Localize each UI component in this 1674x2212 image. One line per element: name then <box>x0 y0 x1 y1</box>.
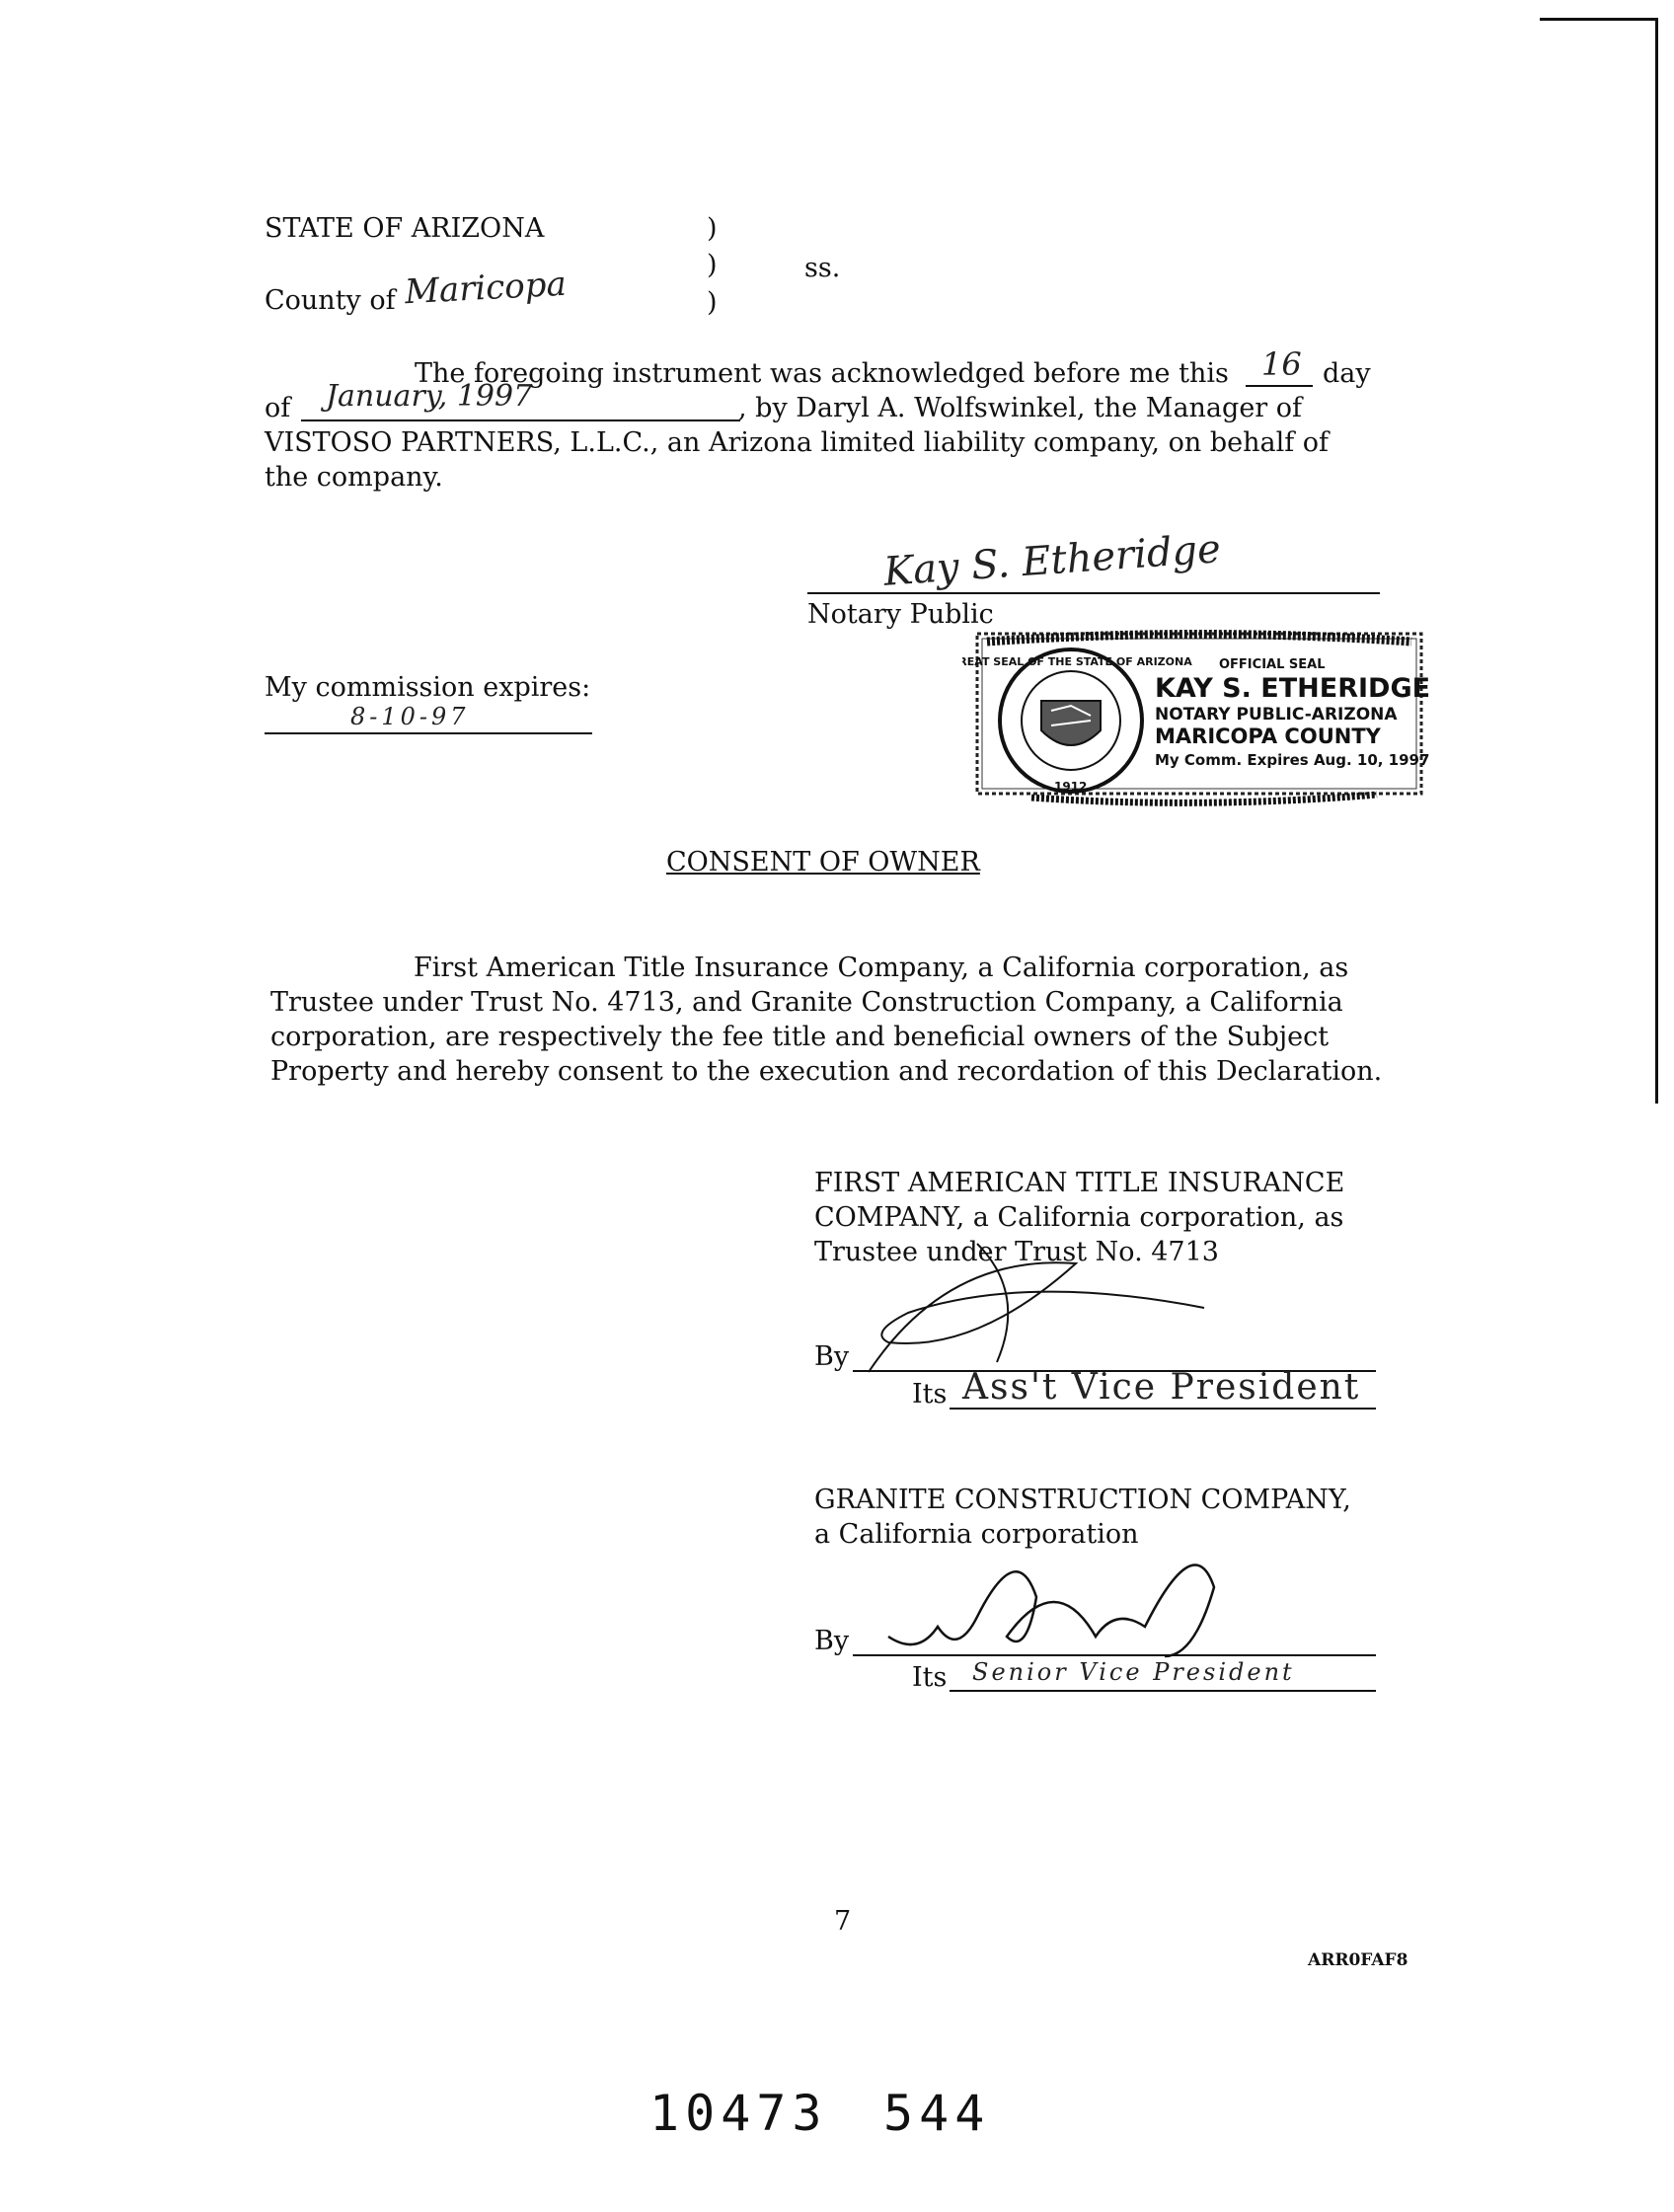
commission-label: My commission expires: <box>265 672 591 703</box>
signer2-its-handwritten: Senior Vice President <box>972 1658 1295 1686</box>
notary-signature: Kay S. Etheridge <box>881 526 1223 595</box>
signer2-its-line <box>950 1690 1376 1692</box>
bracket-1: ) <box>707 213 718 244</box>
county-label: County of <box>265 285 396 316</box>
signer2-by-line <box>853 1654 1376 1656</box>
seal-official: OFFICIAL SEAL <box>1219 657 1326 672</box>
signer2-signature <box>859 1548 1293 1666</box>
seal-name: KAY S. ETHERIDGE <box>1155 673 1431 704</box>
ss-label: ss. <box>804 253 841 283</box>
svg-text:GREAT SEAL OF THE STATE OF ARI: GREAT SEAL OF THE STATE OF ARIZONA <box>962 655 1192 668</box>
ack-line-2: , by Daryl A. Wolfswinkel, the Manager of <box>738 393 1303 423</box>
of-label: of <box>265 393 291 423</box>
day-handwritten: 16 <box>1261 345 1302 383</box>
ack-line-4: the company. <box>265 462 443 493</box>
commission-date-handwritten: 8-10-97 <box>350 703 470 730</box>
signer2-its-label: Its <box>912 1662 948 1693</box>
month-blank <box>301 420 740 421</box>
notary-signature-line <box>807 592 1380 594</box>
seal-year: 1912 <box>1054 780 1088 794</box>
record-page-number: 544 <box>883 2085 991 2142</box>
signer2-line-2: a California corporation <box>814 1519 1139 1550</box>
signer1-by-label: By <box>814 1341 850 1372</box>
day-label: day <box>1323 358 1371 389</box>
seal-county: MARICOPA COUNTY <box>1155 725 1381 748</box>
bracket-2: ) <box>707 250 718 280</box>
scan-edge-mark-top <box>1540 18 1658 21</box>
day-blank <box>1246 385 1313 387</box>
month-handwritten: January, 1997 <box>326 379 533 414</box>
state-heading: STATE OF ARIZONA <box>265 213 545 244</box>
consent-paragraph: First American Title Insurance Company, a California corporation, as Trustee under Trust No. 4713, and Granite Construction Company, a California corporation, are respectively the fee title and beneficial owners of the Subject Property and hereby consent to the execution and recordation of this Declaration. <box>270 953 1383 1087</box>
commission-date-line <box>265 732 592 734</box>
seal-expires: My Comm. Expires Aug. 10, 1997 <box>1155 751 1430 769</box>
signer2-line-1: GRANITE CONSTRUCTION COMPANY, <box>814 1485 1351 1515</box>
ack-line-3: VISTOSO PARTNERS, L.L.C., an Arizona limited liability company, on behalf of <box>265 427 1330 458</box>
bracket-3: ) <box>707 287 718 318</box>
signer1-its-handwritten: Ass't Vice President <box>962 1367 1361 1408</box>
record-book-number: 10473 <box>649 2085 828 2142</box>
seal-title: NOTARY PUBLIC-ARIZONA <box>1155 705 1398 725</box>
signer1-line-1: FIRST AMERICAN TITLE INSURANCE <box>814 1168 1345 1198</box>
county-handwritten: Maricopa <box>404 264 568 313</box>
page-number: 7 <box>834 1906 852 1937</box>
notary-public-label: Notary Public <box>807 599 994 630</box>
signer1-line-2: COMPANY, a California corporation, as <box>814 1202 1344 1233</box>
signer1-its-label: Its <box>912 1379 948 1410</box>
notary-seal <box>962 622 1436 814</box>
scan-edge-mark-right <box>1655 18 1658 1104</box>
signer2-by-label: By <box>814 1626 850 1656</box>
signer1-line-3: Trustee under Trust No. 4713 <box>814 1237 1219 1267</box>
consent-heading: CONSENT OF OWNER <box>666 847 980 877</box>
ack-line-1: The foregoing instrument was acknowledged before me this <box>415 358 1229 389</box>
signer1-its-line <box>950 1408 1376 1410</box>
document-code: ARR0FAF8 <box>1308 1950 1408 1970</box>
